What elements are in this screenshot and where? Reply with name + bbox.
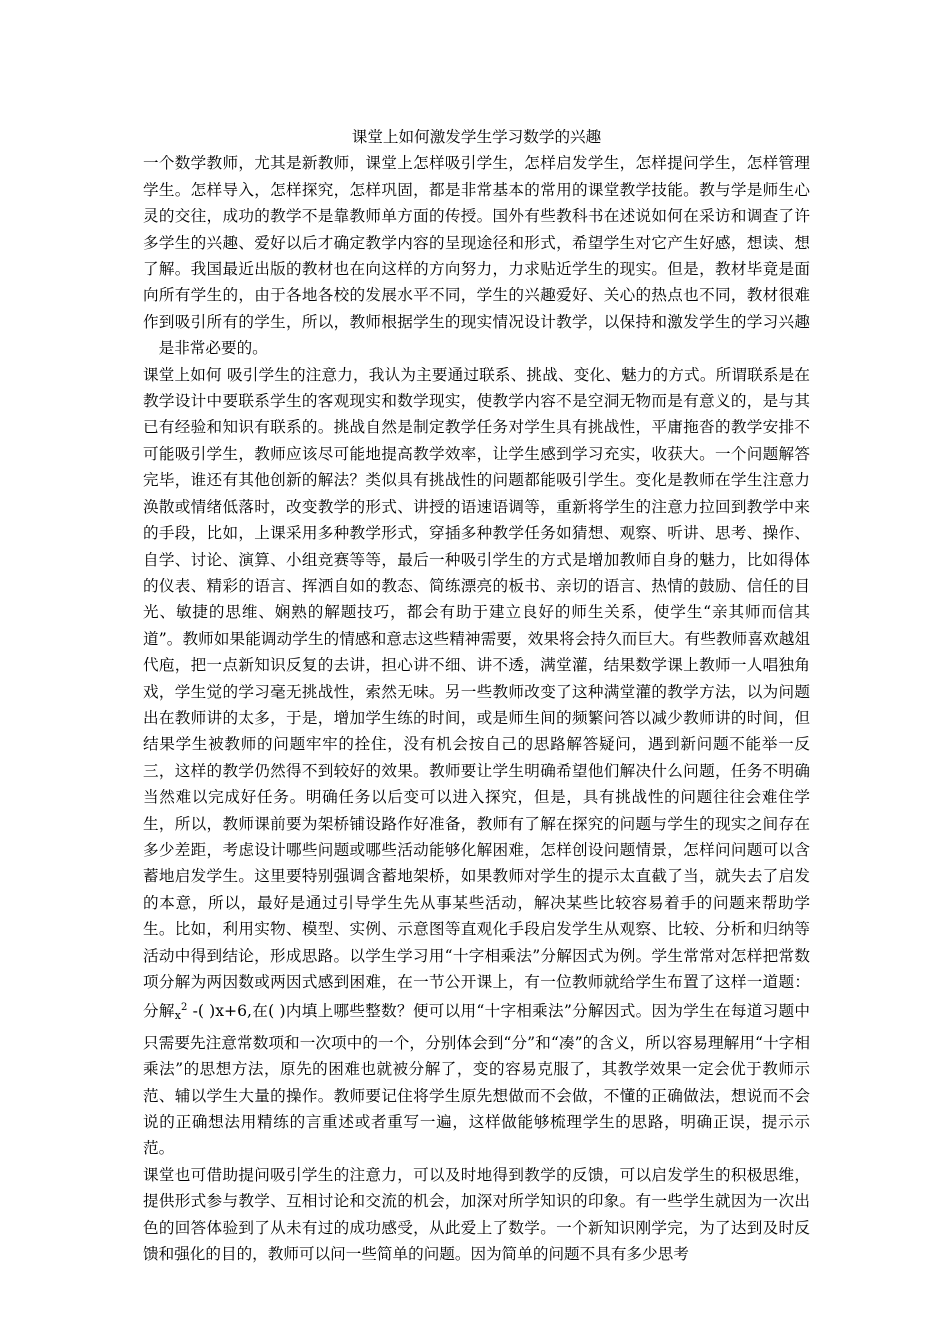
paragraph-2-text-before-formula: 课堂上如何 吸引学生的注意力，我认为主要通过联系、挑战、变化、魅力的方式。所谓联系是在教学设计中要联系学生的客观现实和数学现实，使教学内容不是空洞无物而是有意义的，是与其已有经验和知识有联系的。挑战自然是制定教学任务对学生具有挑战性，平庸拖沓的教学安排不可能吸引学生，教师应该尽可能地提高教学效率，让学生感到学习充实，收获大。一个问题解答完毕，谁还有其他创新的解法？类似具有挑战性的问题都能吸引学生。变化是教师在学生注意力涣散或情绪低落时，改变教学的形式、讲授的语速语调等，重新将学生的注意力拉回到教学中来的手段，比如，上课采用多种教学形式，穿插多种教学任务如猜想、观察、听讲、思考、操作、自学、讨论、演算、小组竞赛等等，最后一种吸引学生的方式是增加教师自身的魅力，比如得体的仪表、精彩的语言、挥洒自如的教态、简练漂亮的板书、亲切的语言、热情的鼓励、信任的目光、敏捷的思维、娴熟的解题技巧，都会有助于建立良好的师生关系，使学生“亲其师而信其道”。教师如果能调动学生的情感和意志这些精神需要，效果将会持久而巨大。有些教师喜欢越俎代庖，把一点新知识反复的去讲，担心讲不细、讲不透，满堂灌，结果数学课上教师一人唱独角戏，学生觉的学习毫无挑战性，索然无味。另一些教师改变了这种满堂灌的教学方法，以为问题出在教师讲的太多，于是，增加学生练的时间，或是师生间的频繁问答以减少教师讲的时间，但结果学生被教师的问题牢牢的拴住，没有机会按自己的思路解答疑问，遇到新问题不能举一反三，这样的教学仍然得不到较好的效果。教师要让学生明确希望他们解决什么问题，任务不明确当然难以完成好任务。明确任务以后变可以进入探究，但是，具有挑战性的问题往往会难住学生，所以，教师课前要为架桥铺设路作好准备，教师有了解在探究的问题与学生的现实之间存在多少差距，考虑设计哪些问题或哪些活动能够化解困难，怎样创设问题情景，怎样问问题可以含蓄地启发学生。这里要特别强调含蓄地架桥，如果教师对学生的提示太直截了当，就失去了启发的本意，所以，最好是通过引导学生先从事某些活动，解决某些比较容易着手的问题来帮助学生。比如，利用实物、模型、实例、示意图等直观化手段启发学生从观察、比较、分析和归纳等活动中得到结论，形成思路。以学生学习用“十字相乘法”分解因式为例。学生常常对怎样把常数项分解为两因数或两因式感到困难，在一节公开课上，有一位教师就给学生布置了这样一道题：分解 [143, 365, 810, 1021]
document-title: 课堂上如何激发学生学习数学的兴趣 [351, 128, 602, 146]
paragraph-2 [143, 362, 810, 1162]
formula-variable: x [174, 1009, 181, 1023]
formula-remainder: -( )x+6, [192, 1002, 253, 1021]
formula-exponent: 2 [180, 1002, 188, 1014]
math-formula [174, 1002, 253, 1023]
document-page [143, 124, 810, 1267]
paragraph-2-text-after-formula: 在( )内填上哪些整数？便可以用“十字相乘法”分解因式。因为学生在每道习题中只需要先注意常数项和一次项中的一个，分别体会到“分”和“凑”的含义，所以容易理解用“十字相乘法”的思想方法，原先的困难也就被分解了，变的容易克服了，其教学效果一定会优于教师示范、辅以学生大量的操作。教师要记住将学生原先想做而不会做，不懂的正确做法，想说而不会说的正确想法用精练的言重述或者重写一遍，这样做能够梳理学生的思路，明确正误，提示示范。 [143, 1002, 810, 1158]
paragraph-1: 一个数学教师，尤其是新教师，课堂上怎样吸引学生，怎样启发学生，怎样提问学生，怎样管理学生。怎样导入，怎样探究，怎样巩固，都是非常基本的常用的课堂教学技能。教与学是师生心灵的交往，成功的教学不是靠教师单方面的传授。国外有些教科书在述说如何在采访和调查了许多学生的兴趣、爱好以后才确定教学内容的呈现途径和形式，希望学生对它产生好感，想读、想了解。我国最近出版的教材也在向这样的方向努力，力求贴近学生的现实。但是，教材毕竟是面向所有学生的，由于各地各校的发展水平不同，学生的兴趣爱好、关心的热点也不同，教材很难作到吸引所有的学生，所以，教师根据学生的现实情况设计教学，以保持和激发学生的学习兴趣 是非常必要的。 [143, 154, 810, 358]
paragraph-3: 课堂也可借助提问吸引学生的注意力，可以及时地得到教学的反馈，可以启发学生的积极思维，提供形式参与教学、互相讨论和交流的机会，加深对所学知识的印象。有一些学生就因为一次出色的回答体验到了从未有过的成功感受，从此爱上了数学。一个新知识刚学完，为了达到及时反馈和强化的目的，教师可以问一些简单的问题。因为简单的问题不具有多少思考 [143, 1165, 810, 1264]
